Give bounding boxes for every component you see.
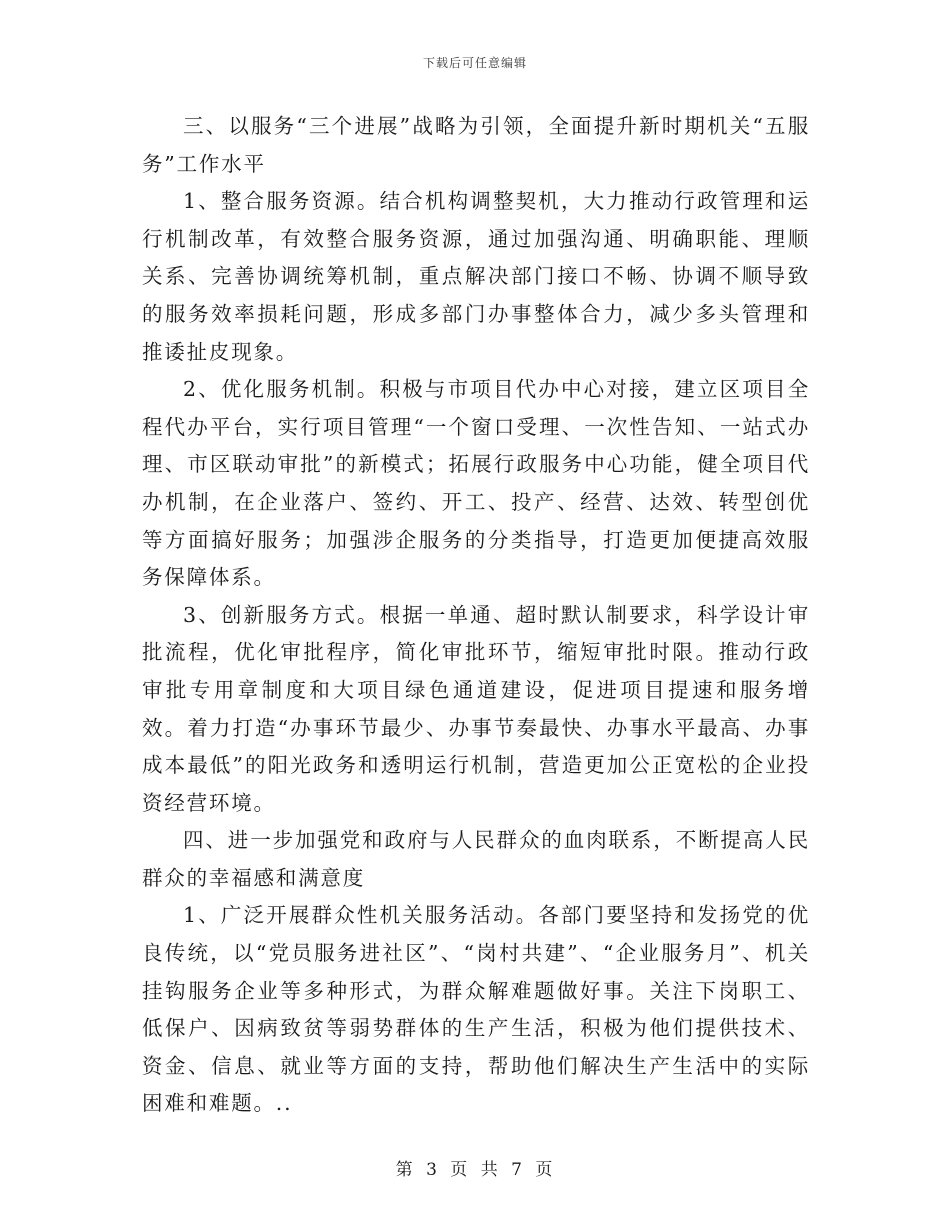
footer-prefix: 第 [395,1160,415,1180]
footer-suffix: 页 [535,1160,555,1180]
section-heading-three: 三、以服务“三个进展”战略为引领，全面提升新时期机关“五服务”工作水平 [142,114,810,176]
paragraph-optimize-mechanism: 2、优化服务机制。积极与市项目代办中心对接，建立区项目全程代办平台，实行项目管理“一个窗口受理、一次性告知、一站式办理、市区联动审批”的新模式；拓展行政服务中心功能，健全项目代办机制，在企业落户、签约、开工、投产、经营、达效、转型创优等方面搞好服务；加强涉企服务的分类指导，打造更加便捷高效服务保障体系。 [142,377,810,590]
paragraph-mass-service: 1、广泛开展群众性机关服务活动。各部门要坚持和发扬党的优良传统，以“党员服务进社区”、“岗村共建”、“企业服务月”、机关挂钩服务企业等多种形式，为群众解难题做好事。关注下岗职工、低保户、因病致贫等弱势群体的生产生活，积极为他们提供技术、资金、信息、就业等方面的支持，帮助他们解决生产生活中的实际困难和难题。.. [142,903,810,1116]
document-body [142,108,810,1123]
footer-total-word: 共 [480,1160,500,1180]
total-pages-number: 7 [511,1160,524,1180]
page-number-footer [0,1155,950,1180]
paragraph-innovate-methods: 3、创新服务方式。根据一单通、超时默认制要求，科学设计审批流程，优化审批程序，简化审批环节，缩短审批时限。推动行政审批专用章制度和大项目绿色通道建设，促进项目提速和服务增效。着力打造“办事环节最少、办事节奏最快、办事水平最高、办事成本最低”的阳光政务和透明运行机制，营造更加公正宽松的企业投资经营环境。 [142,602,810,815]
section-heading-four: 四、进一步加强党和政府与人民群众的血肉联系，不断提高人民群众的幸福感和满意度 [142,828,810,890]
header-note: 下载后可任意编辑 [422,56,527,70]
current-page-number: 3 [426,1160,439,1180]
paragraph-integrate-resources: 1、整合服务资源。结合机构调整契机，大力推动行政管理和运行机制改革，有效整合服务资源，通过加强沟通、明确职能、理顺关系、完善协调统筹机制，重点解决部门接口不畅、协调不顺导致的服务效率损耗问题，形成多部门办事整体合力，减少多头管理和推诿扯皮现象。 [142,189,810,364]
footer-page-word: 页 [450,1160,470,1180]
